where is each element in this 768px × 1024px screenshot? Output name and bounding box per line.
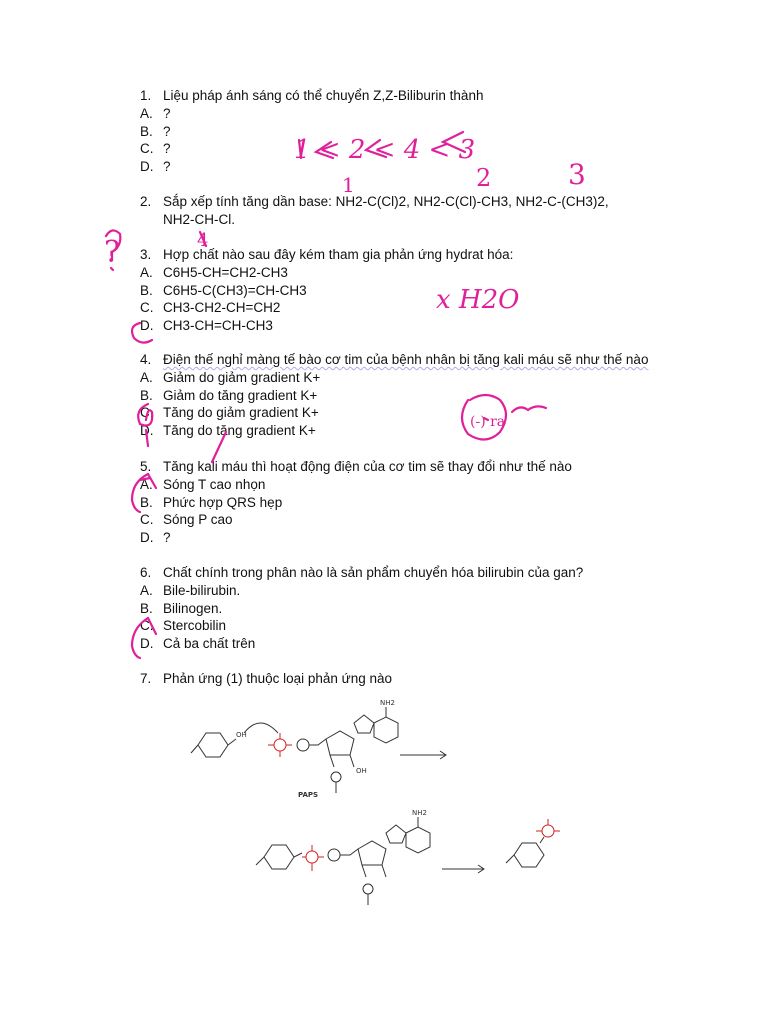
question-number: 1. xyxy=(140,88,152,103)
handwriting-digit-3: 3 xyxy=(568,158,586,191)
option-letter: B. xyxy=(140,494,153,510)
option-text: Bilinogen. xyxy=(163,600,223,616)
sulfate-group-product xyxy=(536,819,560,837)
option-text: ? xyxy=(163,105,171,121)
ribose-ring xyxy=(326,731,354,793)
sulfate-group xyxy=(268,733,292,757)
ribose-ring-2 xyxy=(358,841,386,905)
aryl-sulfate-product xyxy=(506,837,544,867)
question-text: Chất chính trong phân nào là sản phẩm chuyển hóa bilirubin của gan? xyxy=(163,565,584,580)
option-text: Tăng do tăng gradient K+ xyxy=(163,423,316,439)
question-4 xyxy=(140,351,700,440)
phosphate-group xyxy=(297,739,326,751)
question-text: Tăng kali máu thì hoạt động điện của cơ tim sẽ thay đổi như thế nào xyxy=(163,459,572,474)
option-letter: B. xyxy=(140,282,153,298)
ribose-oh-label: OH xyxy=(356,767,367,775)
phosphate-group-2 xyxy=(328,849,358,861)
option-letter: D. xyxy=(140,530,154,546)
question-6 xyxy=(140,564,700,653)
question-number: 2. xyxy=(140,194,152,209)
option-text: ? xyxy=(163,159,171,175)
option-letter: D. xyxy=(140,423,154,439)
handwriting-q4-note: (-) ra xyxy=(470,414,506,430)
option-text: ? xyxy=(163,141,171,157)
option-letter: D. xyxy=(140,318,154,334)
option-text: ? xyxy=(163,123,171,139)
handwriting-digit-1: 1 xyxy=(342,173,355,197)
question-7 xyxy=(140,670,700,688)
option-text: Phức hợp QRS hẹp xyxy=(163,494,283,510)
handwriting-q2-mark: ? xyxy=(104,235,121,270)
handwriting-digit-4: 4 xyxy=(197,230,209,251)
option-text: Giảm do tăng gradient K+ xyxy=(163,387,318,403)
option-letter: D. xyxy=(140,636,154,652)
adenine-base xyxy=(354,707,398,743)
question-5 xyxy=(140,458,700,547)
option-text: Sóng T cao nhọn xyxy=(163,476,266,492)
option-text: Bile-bilirubin. xyxy=(163,582,241,598)
question-number: 7. xyxy=(140,671,152,686)
option-letter: A. xyxy=(140,369,153,385)
phenol-structure-2 xyxy=(256,845,302,869)
attack-arrow xyxy=(244,723,278,733)
option-letter: D. xyxy=(140,159,154,175)
phenol-oh-label: OH xyxy=(236,731,247,739)
option-letter: A. xyxy=(140,582,153,598)
question-number: 4. xyxy=(140,352,152,367)
option-letter: B. xyxy=(140,387,153,403)
question-1 xyxy=(140,87,700,176)
option-text: Cả ba chất trên xyxy=(163,636,256,652)
option-text: Sóng P cao xyxy=(163,512,233,528)
question-text: Liệu pháp ánh sáng có thể chuyển Z,Z-Biliburin thành xyxy=(163,88,484,103)
adenine-nh2-label: NH2 xyxy=(380,699,395,707)
sulfate-group-2 xyxy=(302,845,324,871)
handwriting-q2-order: 1 < 2 < 4 < 3 xyxy=(294,135,476,165)
option-text: Tăng do giảm gradient K+ xyxy=(163,405,319,421)
option-letter: A. xyxy=(140,105,153,121)
option-letter: C. xyxy=(140,512,154,528)
option-text: Giảm do giảm gradient K+ xyxy=(163,369,321,385)
paps-label: PAPS xyxy=(298,791,319,799)
adenine-nh2-label-2: NH2 xyxy=(412,809,427,817)
question-text: Hợp chất nào sau đây kém tham gia phản ứng hydrat hóa: xyxy=(163,247,514,262)
option-letter: B. xyxy=(140,123,153,139)
option-text: CH3-CH=CH-CH3 xyxy=(163,318,273,334)
option-letter: A. xyxy=(140,476,153,492)
option-text: Stercobilin xyxy=(163,618,227,634)
question-number: 5. xyxy=(140,459,152,474)
handwriting-digit-2: 2 xyxy=(476,164,492,192)
option-text: C6H5-CH=CH2-CH3 xyxy=(163,264,288,280)
handwriting-q3-note: x H2O xyxy=(436,285,520,315)
phenol-structure xyxy=(191,733,236,757)
question-text: Sắp xếp tính tăng dần base: NH2-C(Cl)2, NH2-C(Cl)-CH3, NH2-C-(CH3)2, xyxy=(163,194,609,209)
option-text: C6H5-C(CH3)=CH-CH3 xyxy=(163,282,307,298)
question-3 xyxy=(140,246,700,335)
question-text: Phản ứng (1) thuộc loại phản ứng nào xyxy=(163,671,392,686)
question-text-continued: NH2-CH-Cl. xyxy=(163,211,235,227)
option-text: CH3-CH2-CH=CH2 xyxy=(163,300,281,316)
reaction-scheme xyxy=(188,693,593,933)
option-letter: A. xyxy=(140,264,153,280)
option-letter: C. xyxy=(140,405,154,421)
question-text: Điện thế nghỉ màng tế bào cơ tim của bệnh nhân bị tăng kali máu sẽ như thế nào xyxy=(163,352,649,367)
adenine-base-2 xyxy=(386,817,430,853)
option-text: ? xyxy=(163,530,171,546)
question-number: 6. xyxy=(140,565,152,580)
option-letter: C. xyxy=(140,141,154,157)
option-letter: C. xyxy=(140,300,154,316)
question-2 xyxy=(140,193,700,229)
option-letter: B. xyxy=(140,600,153,616)
question-number: 3. xyxy=(140,247,152,262)
option-letter: C. xyxy=(140,618,154,634)
